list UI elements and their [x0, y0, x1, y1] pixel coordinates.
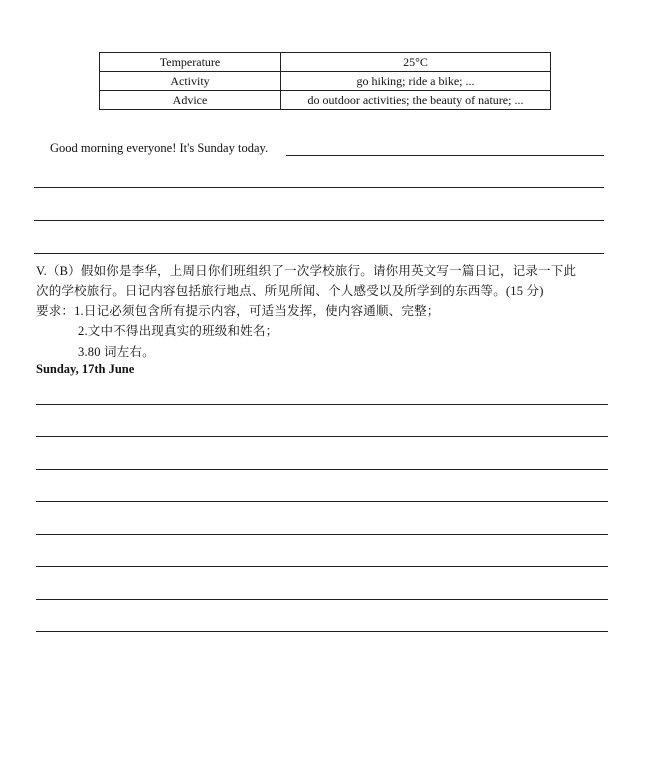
answer-line[interactable]: [34, 187, 604, 188]
table-row: [100, 72, 551, 91]
table-row: [100, 91, 551, 110]
answer-line[interactable]: [36, 534, 608, 535]
row-value-temperature: 25°C: [281, 53, 551, 72]
task-b-instruction-line2: 次的学校旅行。日记内容包括旅行地点、所见所闻、个人感受以及所学到的东西等。(15 分): [36, 284, 544, 298]
answer-line[interactable]: [36, 631, 608, 632]
task-b-instruction-line1: V.（B）假如你是李华，上周日你们班组织了一次学校旅行。请你用英文写一篇日记，记录一下此: [36, 264, 577, 278]
answer-line[interactable]: [36, 501, 608, 502]
answer-line[interactable]: [34, 253, 604, 254]
answer-line[interactable]: [36, 599, 608, 600]
row-value-activity: go hiking; ride a bike; ...: [281, 72, 551, 91]
answer-line[interactable]: [286, 155, 604, 156]
requirement-3: 3.80 词左右。: [78, 345, 155, 359]
answer-line[interactable]: [36, 469, 608, 470]
row-label-activity: Activity: [100, 72, 281, 91]
answer-line[interactable]: [36, 566, 608, 567]
requirement-2: 2.文中不得出现真实的班级和姓名；: [78, 324, 279, 338]
row-value-advice: do outdoor activities; the beauty of nature; ...: [281, 91, 551, 110]
info-table: [99, 52, 551, 110]
row-label-temperature: Temperature: [100, 53, 281, 72]
answer-line[interactable]: [36, 404, 608, 405]
row-label-advice: Advice: [100, 91, 281, 110]
answer-line[interactable]: [36, 436, 608, 437]
diary-date: Sunday, 17th June: [36, 362, 135, 376]
opening-sentence: Good morning everyone! It's Sunday today.: [50, 141, 269, 155]
table-row: [100, 53, 551, 72]
requirement-1: 要求：1.日记必须包含所有提示内容，可适当发挥，使内容通顺、完整；: [36, 304, 440, 318]
answer-line[interactable]: [34, 220, 604, 221]
